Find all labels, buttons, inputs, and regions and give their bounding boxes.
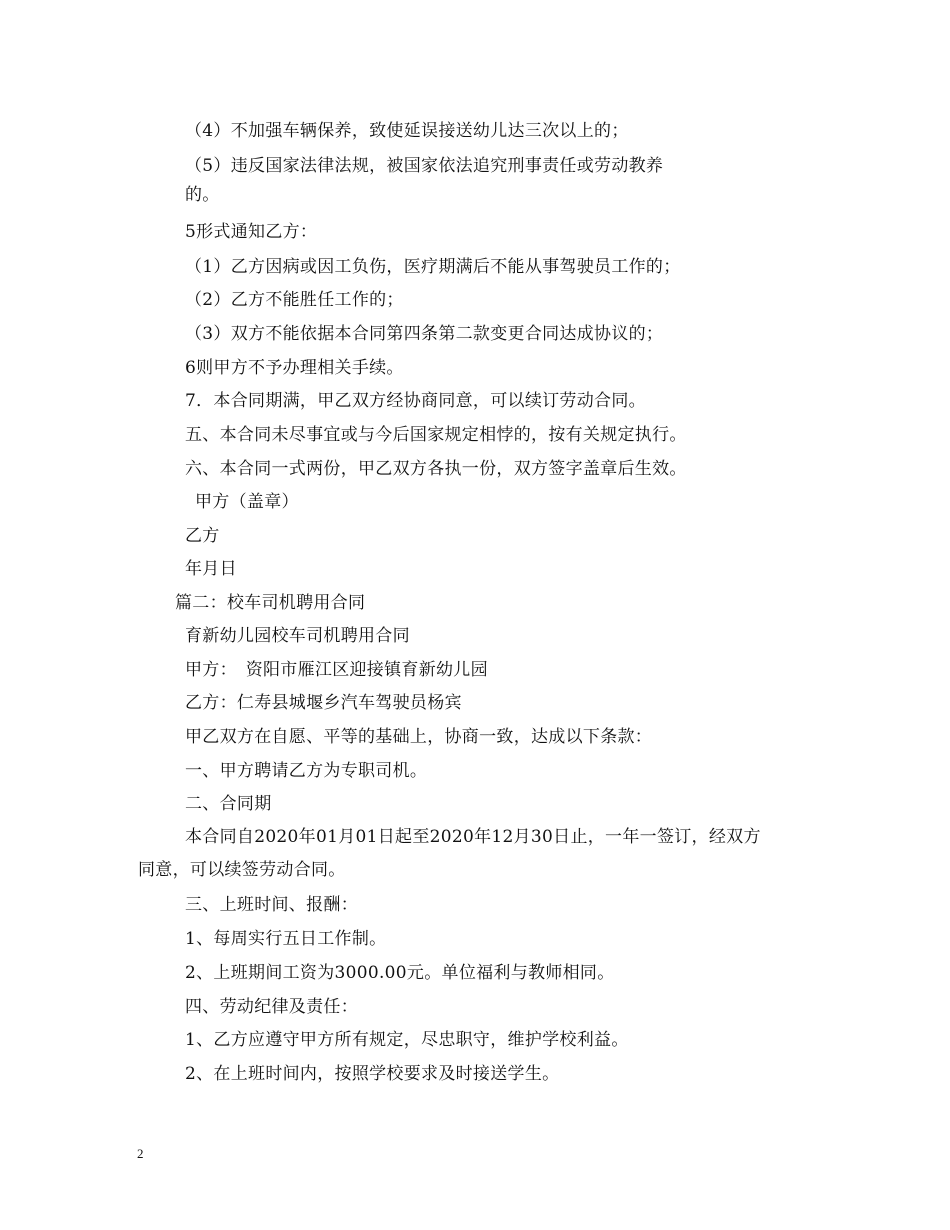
text-line: 四、劳动纪律及责任： <box>185 997 358 1017</box>
text-line: （3）双方不能依据本合同第四条第二款变更合同达成协议的； <box>185 324 664 344</box>
text-line: （4）不加强车辆保养，致使延误接送幼儿达三次以上的； <box>185 121 629 141</box>
page-number: 2 <box>137 1146 144 1161</box>
text-line: 5形式通知乙方： <box>185 222 318 242</box>
text-line: 二、合同期 <box>185 794 272 814</box>
text-line: 2、上班期间工资为3000.00元。单位福利与教师相同。 <box>185 963 615 983</box>
text-line: 一、甲方聘请乙方为专职司机。 <box>185 761 428 781</box>
text-line: 年月日 <box>185 559 237 579</box>
text-line: 1、每周实行五日工作制。 <box>185 929 387 949</box>
text-line: 甲方（盖章） <box>195 492 299 512</box>
text-line: （5）违反国家法律法规，被国家依法追究刑事责任或劳动教养 <box>185 156 664 176</box>
text-line: 6则甲方不予办理相关手续。 <box>185 358 404 378</box>
text-line: 的。 <box>185 185 220 205</box>
section-heading: 篇二：校车司机聘用合同 <box>175 593 366 613</box>
party-b: 乙方：仁寿县城堰乡汽车驾驶员杨宾 <box>185 693 462 713</box>
text-line: 三、上班时间、报酬： <box>185 895 358 915</box>
text-line: 甲乙双方在自愿、平等的基础上，协商一致，达成以下条款： <box>185 727 653 747</box>
contract-title: 育新幼儿园校车司机聘用合同 <box>185 626 410 646</box>
text-line: 2、在上班时间内，按照学校要求及时接送学生。 <box>185 1064 560 1084</box>
text-line: 五、本合同未尽事宜或与今后国家规定相悖的，按有关规定执行。 <box>185 425 687 445</box>
text-line: 同意，可以续签劳动合同。 <box>138 860 346 880</box>
text-line: 六、本合同一式两份，甲乙双方各执一份，双方签字盖章后生效。 <box>185 459 687 479</box>
text-line: 1、乙方应遵守甲方所有规定，尽忠职守，维护学校利益。 <box>185 1030 629 1050</box>
text-line: 乙方 <box>185 526 220 546</box>
text-line: （1）乙方因病或因工负伤，医疗期满后不能从事驾驶员工作的； <box>185 257 681 277</box>
text-line: （2）乙方不能胜任工作的； <box>185 290 404 310</box>
text-line: 7．本合同期满，甲乙双方经协商同意，可以续订劳动合同。 <box>185 391 646 411</box>
text-line: 本合同自2020年01月01日起至2020年12月30日止，一年一签订，经双方 <box>185 827 761 847</box>
party-a: 甲方： 资阳市雁江区迎接镇育新幼儿园 <box>185 660 488 680</box>
